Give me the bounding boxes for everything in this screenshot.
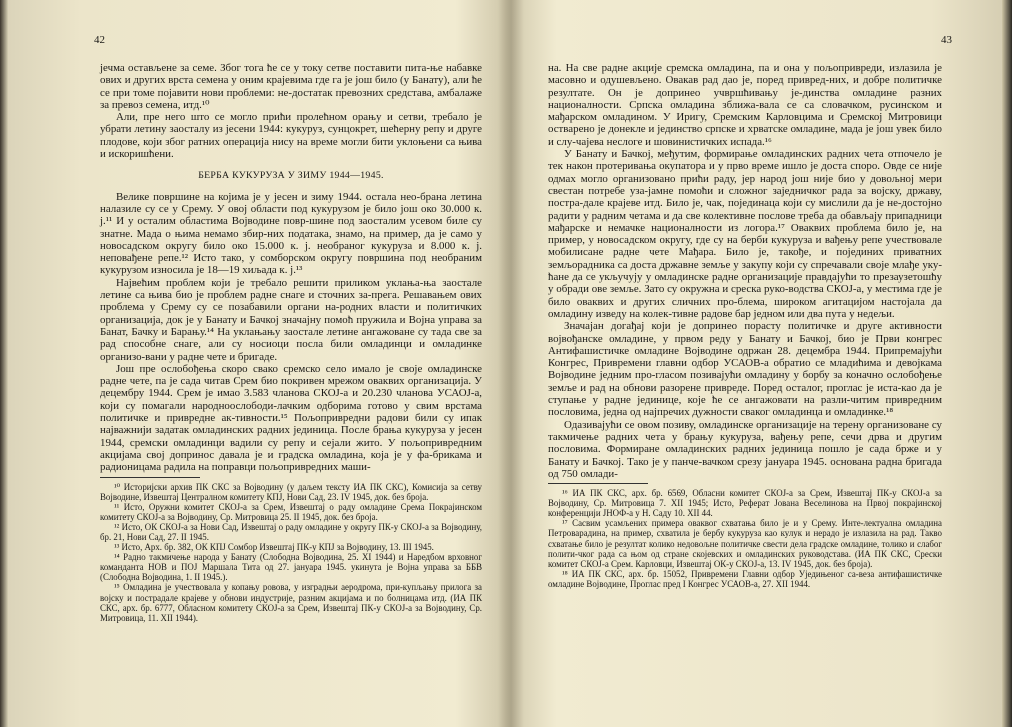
left-page-body	[100, 62, 482, 623]
section-heading: БЕРБА КУКУРУЗА У ЗИМУ 1944—1945.	[198, 170, 384, 182]
footnote: ¹⁷ Сасвим усамљених примера оваквог схватања било је и у Срему. Инте-лектуална омладина Петроварадина, на пример, схватила је бербу кукуруза као кулук и нерадо је излазила на рад. Такво схватање било је резултат колико недовољне политичке свести дела градске омладине, толико и слабог полити-чког рада са њом од стране скојевских и омладинских руководстава. (ИА ПК СКС, Срески комитет СКОЈ-а Срем. Карловци, Извештај ОК-у СКОЈ-а, 13. IV 1945, док. без броја).	[548, 518, 942, 569]
paragraph: јечма остављене за семе. Због тога ће се у току сетве поставити пита-ње набавке ових и других врста семена у оним крајевима где га је још било (у Банату), али ће се при томе појавити нови проблеми: не-достатак превозних средстава, амбалаже за превоз семена, итд.¹⁰	[100, 62, 482, 111]
footnote-rule	[548, 483, 648, 484]
paragraph: Велике површине на којима је у јесен и зиму 1944. остала нео-брана летина налазиле су се у Срему. У овој области под кукурузом је било још око 30.000 к. ј.¹¹ И у осталим областима Војводине повр-шине под заосталим усевом биле су знатне. Мада о њима немамо збир-них података, знамо, на пример, да је само у новосадском округу било око 15.000 к. ј. необраног кукуруза и 8.000 к. ј. неповађене репе.¹² Исто тако, у сомборском округу површина под необраним кукурузом износила је 18—19 хиљада к. ј.¹³	[100, 190, 482, 277]
book-gutter	[498, 0, 524, 727]
right-page	[548, 34, 952, 589]
footnote-rule	[100, 477, 200, 478]
footnote: ¹³ Исто, Арх. бр. 382, ОК КПЈ Сомбор Извештај ПК-у КПЈ за Војводину, 13. III 1945.	[114, 542, 434, 553]
paragraph: Значајан догађај који је допринео порасту политичке и друге активности војвођанске омладине, у првом реду у Банату и Бачкој, био је Први конгрес Антифашистичке омладине Војводине одржан 28. децембра 1944. Припремајући Конгрес, Привремени главни одбор УСАОВ-а обратио се младићима и девојкама Војводине једним про-гласом позивајући омладину у борбу за коначно ослобођење земље и рад на обнови разорене привреде. Поред осталог, проглас је иста-као да је ступање у радне јединице, које ће се ангажовати на разли-читим привредним пословима, једна од најпречих дужности сваког омладинца и омладинке.¹⁸	[548, 320, 942, 419]
footnotes	[100, 482, 482, 623]
footnotes	[548, 488, 942, 589]
book-edge-right	[1002, 0, 1012, 727]
book-edge-left	[0, 0, 8, 727]
footnote: ¹⁰ Историјски архив ПК СКС за Војводину (у даљем тексту ИА ПК СКС), Комисија за сетву Војводине, Извештај Централном комитету КПЈ, Нови Сад, 23. IV 1945, док. без броја.	[100, 481, 482, 502]
right-page-body	[548, 62, 942, 589]
page-number-right: 43	[941, 34, 952, 46]
footnote: ¹⁸ ИА ПК СКС, арх. бр. 15052, Привремени Главни одбор Уједињеног са-веза антифашистичке омладине Војводине, Проглас пред I Конгрес УСАОВ-а, 27. XII 1944.	[548, 568, 942, 589]
paragraph: Највећим проблем који је требало решити приликом уклања-ња заостале летине са њива био је проблем радне снаге и сточних за-прега. Решавањем ових проблема у Срему су се позабавили органи на-родних власти и политичких организација, док је у Банату и Бачкој значајну помоћ пружила и Војна управа за Банат, Бачку и Барању.¹⁴ На уклањању заостале летине ангажоване су тада све за рад способне снаге, али су носиоци посла били омладинци и омладинке организо-вани у радне чете и бригаде.	[100, 276, 482, 363]
paragraph: Одазивајући се овом позиву, омладинске организације на терену организоване су такмичење радних чета у брању кукуруза, вађењу репе, сечи дрва и другим пословима. Формиране омладинских радних јединица пошло је сада брже и у Банату и Бачкој. Тако је у панче-вачком срезу јануара 1945. основана радна бригада од 750 омлади-	[548, 418, 942, 480]
paragraph: на. На све радне акције сремска омладина, па и она у пољопривреди, излазила је масовно и одушевљено. Овакав рад дао је, поред привред-них, и добре политичке резултате. Он је допринео учвршћивању је-динства омладине разних националности. Српска омладина зближа-вала се са словачком, русинском и мађарском омладином. У Иригу, Сремским Карловцима и Сремској Митровици остварено је донекле и јединство српске и хрватске омладине, мада је још увек било и слу-чајева неслоге и шовинистичких испада.¹⁶	[548, 62, 942, 148]
footnote: ¹¹ Исто, Оружни комитет СКОЈ-а за Срем, Извештај о раду омладине Срема Покрајинском комитету СКОЈ-а за Војводину, Ср. Митровица 25. II 1945, док. без броја.	[100, 501, 482, 522]
footnote: ¹² Исто, ОК СКОЈ-а за Нови Сад, Извештај о раду омладине у округу ПК-у СКОЈ-а за Војводину, бр. 21, Нови Сад, 27. II 1945.	[100, 521, 482, 542]
footnote: ¹⁵ Омладина је учествовала у копању ровова, у изградњи аеродрома, при-купљању прилога за војску и пострадале крајеве у обнови индустрије, разним акцијама и по болницама итд. (ИА ПК СКС, арх. бр. 6777, Обласном комитету СКОЈ-а за Срем, Извештај ПК-у СКОЈ-а за Војводину, Ср. Митровица, 11. XII 1944).	[100, 582, 482, 623]
page-number-left: 42	[94, 34, 105, 46]
left-page	[94, 34, 482, 623]
paragraph: У Банату и Бачкој, међутим, формирање омладинских радних чета отпочело је тек након протеривања окупатора и у прво време ишло је доста споро. Овде се није одмах могло организовано прићи раду, јер народ још није био у довољној мери свестан потребе уза-јамне помоћи и сложног заједничког рада за војску, државу, постра-дале крајеве итд. Било је, чак, појединаца који су мислили да је не-достојно радити у радним четама и да све колективне послове треба да обављају припадници мађарске и немачке националности из логора.¹⁷ Оваквих проблема било је, на пример, у новосадском округу, где су на берби кукуруза и вађењу репе учествовале мобилисане радне чете Мађара. Било је, такође, и појединих приватних земљорадника са доста државне земље у закупу који су спречавали своје млађе уку-ћане да се укључују у омладинске радне организације правдајући то презаузетошћу у обради ове земље. Зато су окружна и среска руко-водства СКОЈ-а, у местима где је било оваквих и других сличних про-блема, широком агитацијом настојала да омладину изведу на колек-тивне радове бар једном или два пута у недељи.	[548, 148, 942, 320]
footnote: ¹⁶ ИА ПК СКС, арх. бр. 6569, Обласни комитет СКОЈ-а за Срем, Извештај ПК-у СКОЈ-а за Војводину, Ср. Митровица 7. XII 1945; Исто, Реферат Јована Веселинова на Првој покрајинској конференцији ЈНОФ-а у Н. Саду 10. XII 44.	[548, 488, 942, 519]
paragraph: Још пре ослобођења скоро свако сремско село имало је своје омладинске радне чете, па је сада читав Срем био покривен мрежом оваквих организација. У децембру 1944. Срем је имао 3.583 чланова СКОЈ-а и 20.230 чланова УСАОЈ-а, који су помагали народноослободи-лачким одборима готово у свим врстама политичке и привредне ак-тивности.¹⁵ Пољопривредни радови били су ипак најважнији задатак омладинских радних јединица. После брања кукуруза у јесен 1944, сремски омладинци вадили су репу и сејали жито. У пољопривредним акцијама свој допринос давала је и градска омладина, која је у фа-брикама и радионицама радила на поправци пољопривредних маши-	[100, 362, 482, 474]
paragraph: Али, пре него што се могло прићи пролећном орању и сетви, требало је убрати летину заосталу из јесени 1944: кукуруз, сунцокрет, шећерну репу и друге плодове, који због ратних операција нису на време могли бити уклоњени са њива и искоришћени.	[100, 111, 482, 161]
footnote: ¹⁴ Радно такмичење народа у Банату (Слободна Војводина, 25. XI 1944) и Наредбом врховног команданта НОВ и ПОЈ Маршала Тита од 27. јануара 1945. укинута је Војна управа за ББВ (Слободна Војводина, 1. II 1945.).	[100, 552, 482, 583]
